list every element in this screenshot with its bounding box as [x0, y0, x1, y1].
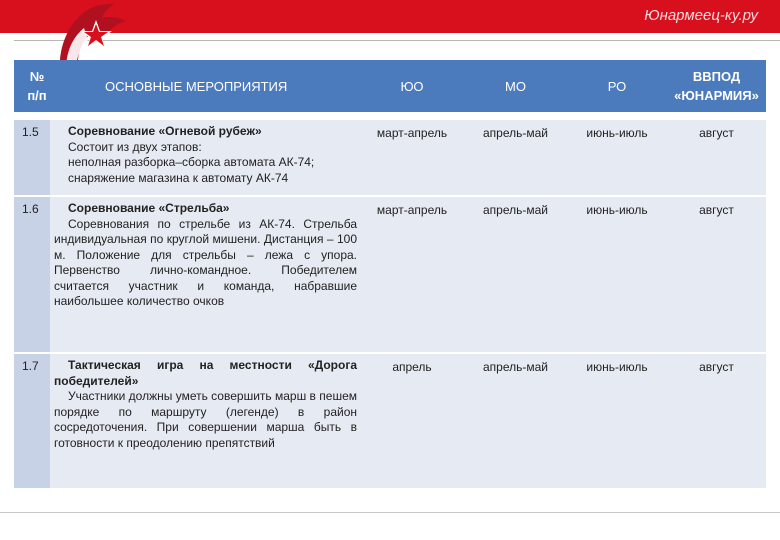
- event-description: [50, 197, 360, 310]
- footer-divider: [0, 512, 780, 513]
- row-number: 1.6: [14, 197, 50, 352]
- cell-vvpod: август: [699, 126, 734, 140]
- col-header-mo: МО: [505, 78, 526, 94]
- col-header-vvpod: ВВПОД «ЮНАРМИЯ»: [674, 69, 759, 103]
- event-line: снаряжение магазина к автомату АК-74: [68, 170, 289, 185]
- row-number: 1.7: [14, 354, 50, 488]
- event-description: [50, 120, 360, 186]
- event-title: Соревнование «Огневой рубеж»: [68, 124, 262, 138]
- cell-vvpod: август: [699, 360, 734, 374]
- cell-ro: июнь-июль: [586, 126, 648, 140]
- cell-mo: апрель-май: [483, 360, 548, 374]
- col-header-yuo: ЮО: [400, 78, 424, 94]
- cell-ro: июнь-июль: [586, 203, 648, 217]
- cell-mo: апрель-май: [483, 203, 548, 217]
- event-line: Состоит из двух этапов:: [68, 139, 202, 154]
- event-title: Тактическая игра на местности «Дорога победителей»: [54, 358, 357, 388]
- col-header-name: ОСНОВНЫЕ МЕРОПРИЯТИЯ: [105, 78, 288, 94]
- table-row: [14, 354, 766, 488]
- cell-yuo: март-апрель: [376, 203, 448, 217]
- col-header-num: № п/п: [27, 69, 47, 103]
- row-number: 1.5: [14, 120, 50, 195]
- event-text: Участники должны уметь совершить марш в пешем порядке по маршруту (легенде) в район сосредоточения. При совершении марша быть в готовности к преодолению препятствий: [54, 389, 357, 450]
- col-header-ro: РО: [607, 78, 627, 94]
- site-title: Юнармеец-ку.ру: [644, 7, 758, 24]
- cell-yuo: март-апрель: [376, 126, 448, 140]
- event-text: Соревнования по стрельбе из АК-74. Стрельба индивидуальная по круглой мишени. Дистанция – 100 м. Положение для стрельбы – лежа с упора. Первенство лично-командное. Победителем считается участник и команда, набравшие наибольшее количество очков: [54, 216, 357, 308]
- cell-yuo: апрель: [392, 360, 432, 374]
- event-line: неполная разборка–сборка автомата АК-74;: [68, 155, 315, 169]
- table-header-row: [14, 60, 766, 112]
- cell-ro: июнь-июль: [586, 360, 648, 374]
- event-title: Соревнование «Стрельба»: [68, 201, 230, 215]
- cell-vvpod: август: [699, 203, 734, 217]
- cell-mo: апрель-май: [483, 126, 548, 140]
- table-row: [14, 197, 766, 352]
- event-description: [50, 354, 360, 451]
- table-row: [14, 120, 766, 195]
